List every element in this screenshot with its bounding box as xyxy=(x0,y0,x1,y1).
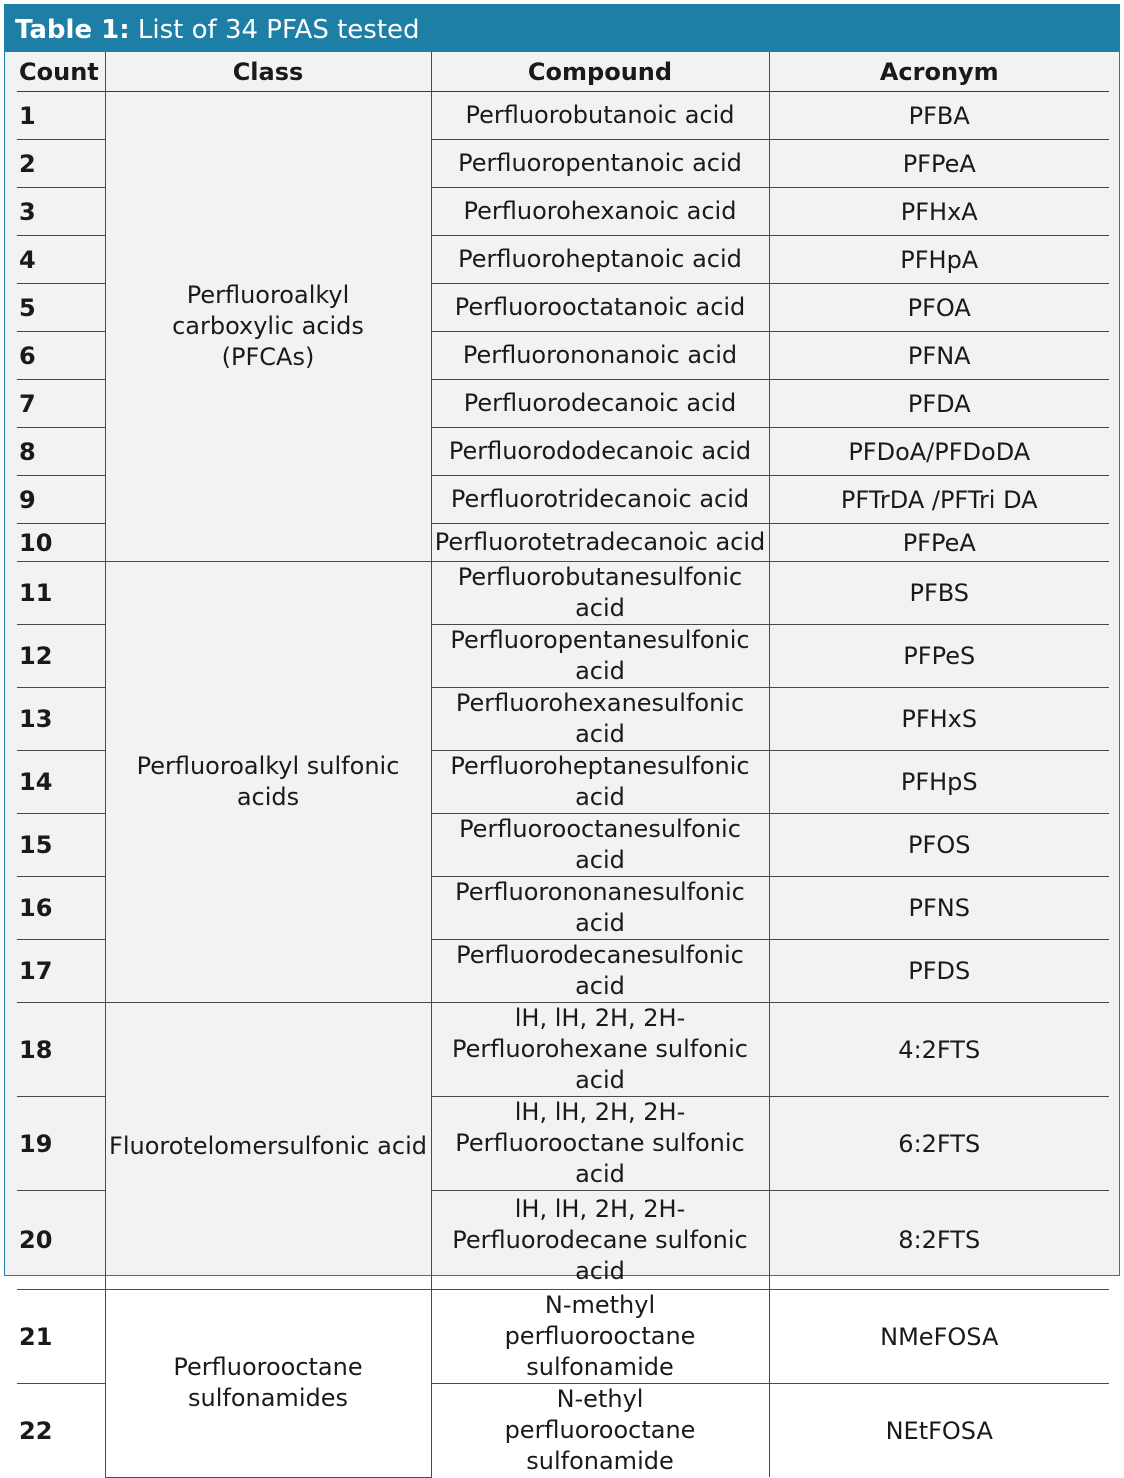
compound-cell: Perfluorononanesulfonic acid xyxy=(431,877,769,940)
header-acronym: Acronym xyxy=(769,52,1109,92)
count-cell: 2 xyxy=(17,140,105,188)
compound-cell: Perfluoropentanoic acid xyxy=(431,140,769,188)
acronym-cell: PFTrDA /PFTri DA xyxy=(769,476,1109,524)
count-cell: 21 xyxy=(17,1290,105,1384)
table-row xyxy=(17,1290,1109,1384)
table-row xyxy=(17,92,1109,140)
count-cell: 19 xyxy=(17,1097,105,1191)
count-cell: 20 xyxy=(17,1191,105,1290)
table-title xyxy=(5,5,1119,52)
count-cell: 16 xyxy=(17,877,105,940)
header-row xyxy=(17,52,1109,92)
compound-cell: Perfluorodecanoic acid xyxy=(431,380,769,428)
count-cell: 18 xyxy=(17,1003,105,1097)
compound-cell: Perfluorotetradecanoic acid xyxy=(431,524,769,562)
compound-cell: Perfluorododecanoic acid xyxy=(431,428,769,476)
acronym-cell: PFOA xyxy=(769,284,1109,332)
count-cell: 1 xyxy=(17,92,105,140)
count-cell: 15 xyxy=(17,814,105,877)
count-cell: 3 xyxy=(17,188,105,236)
acronym-cell: 6:2FTS xyxy=(769,1097,1109,1191)
class-cell: Perfluorooctane sulfonamides xyxy=(105,1290,431,1478)
table-row xyxy=(17,1003,1109,1097)
compound-cell: Perfluoroheptanesulfonic acid xyxy=(431,751,769,814)
count-cell: 7 xyxy=(17,380,105,428)
count-cell: 22 xyxy=(19,1416,53,1445)
acronym-cell: PFPeA xyxy=(769,524,1109,562)
count-cell: 17 xyxy=(17,940,105,1003)
compound-cell: lH, lH, 2H, 2H-Perfluorooctane sulfonic acid xyxy=(431,1097,769,1191)
compound-cell: Perfluorohexanesulfonic acid xyxy=(431,688,769,751)
table-title-text: List of 34 PFAS tested xyxy=(129,15,420,45)
compound-cell: Perfluoroheptanoic acid xyxy=(431,236,769,284)
count-cell: 4 xyxy=(17,236,105,284)
compound-cell: Perfluorohexanoic acid xyxy=(431,188,769,236)
header-class: Class xyxy=(105,52,431,92)
acronym-cell: NMeFOSA xyxy=(769,1290,1109,1384)
acronym-cell: PFDA xyxy=(769,380,1109,428)
compound-cell: Perfluorooctanesulfonic acid xyxy=(431,814,769,877)
count-cell: 5 xyxy=(17,284,105,332)
acronym-cell: NEtFOSA xyxy=(769,1384,1109,1478)
count-cell: 11 xyxy=(17,562,105,625)
acronym-cell: PFDoA/PFDoDA xyxy=(769,428,1109,476)
acronym-cell: PFBS xyxy=(769,562,1109,625)
compound-cell: N-ethyl perfluorooctane sulfonamide xyxy=(431,1384,769,1478)
count-cell: 10 xyxy=(17,524,105,562)
compound-cell: Perfluorononanoic acid xyxy=(431,332,769,380)
compound-cell: Perfluorodecanesulfonic acid xyxy=(431,940,769,1003)
acronym-cell: PFBA xyxy=(769,92,1109,140)
class-cell: Perfluoroalkyl sulfonic acids xyxy=(105,562,431,1003)
class-cell: Fluorotelomersulfonic acid xyxy=(105,1003,431,1290)
acronym-cell: PFHxS xyxy=(769,688,1109,751)
compound-cell: Perfluoropentanesulfonic acid xyxy=(431,625,769,688)
acronym-cell: 8:2FTS xyxy=(769,1191,1109,1290)
compound-cell: lH, lH, 2H, 2H-Perfluorodecane sulfonic acid xyxy=(431,1191,769,1290)
compound-cell: N-methyl perfluorooctane sulfonamide xyxy=(431,1290,769,1384)
acronym-cell: PFHpS xyxy=(769,751,1109,814)
count-cell: 12 xyxy=(17,625,105,688)
acronym-cell: PFPeA xyxy=(769,140,1109,188)
acronym-cell: PFHpA xyxy=(769,236,1109,284)
acronym-cell: PFHxA xyxy=(769,188,1109,236)
compound-cell: Perfluorooctatanoic acid xyxy=(431,284,769,332)
count-cell: 6 xyxy=(17,332,105,380)
acronym-cell: PFDS xyxy=(769,940,1109,1003)
compound-cell: lH, lH, 2H, 2H-Perfluorohexane sulfonic acid xyxy=(431,1003,769,1097)
table-title-label: Table 1: xyxy=(15,15,130,45)
acronym-cell: 4:2FTS xyxy=(769,1003,1109,1097)
acronym-cell: PFNS xyxy=(769,877,1109,940)
compound-cell: Perfluorobutanesulfonic acid xyxy=(431,562,769,625)
acronym-cell: PFPeS xyxy=(769,625,1109,688)
compound-cell: Perfluorobutanoic acid xyxy=(431,92,769,140)
count-cell: 8 xyxy=(17,428,105,476)
count-cell: 9 xyxy=(17,476,105,524)
table-row xyxy=(17,562,1109,625)
acronym-cell: PFOS xyxy=(769,814,1109,877)
class-cell: Perfluoroalkyl carboxylic acids (PFCAs) xyxy=(105,92,431,562)
compound-cell: Perfluorotridecanoic acid xyxy=(431,476,769,524)
count-cell: 14 xyxy=(17,751,105,814)
header-count: Count xyxy=(17,52,105,92)
count-cell: 13 xyxy=(17,688,105,751)
pfas-table xyxy=(17,52,1109,1478)
acronym-cell: PFNA xyxy=(769,332,1109,380)
header-compound: Compound xyxy=(431,52,769,92)
table-frame xyxy=(4,4,1120,1475)
